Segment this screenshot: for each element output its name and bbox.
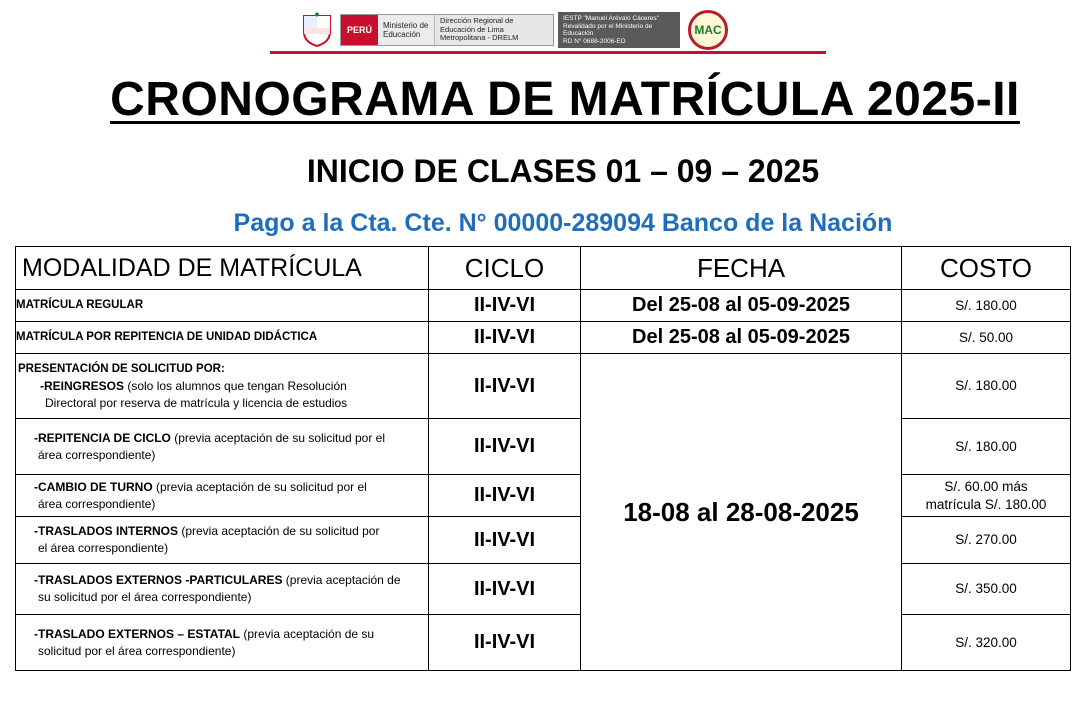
header-fecha: FECHA: [581, 247, 902, 290]
costo-cell: S/. 180.00: [902, 290, 1071, 322]
solicitud-desc: (previa aceptación de: [282, 573, 401, 587]
peru-coat-of-arms-icon: [300, 12, 334, 48]
iestp-line3: RD N° 0688-2006-ED: [563, 37, 626, 45]
costo-cell: S/. 320.00: [902, 615, 1071, 671]
ciclo-cell: II-IV-VI: [429, 290, 581, 322]
costo-cell: S/. 270.00: [902, 517, 1071, 564]
solicitud-desc-cont: Directoral por reserva de matrícula y licencia de estudios: [45, 395, 348, 410]
ministerio-label: Ministerio de Educación: [378, 15, 434, 45]
solicitud-desc: (previa aceptación de su solicitud por el: [170, 430, 386, 445]
costo-cell: S/. 180.00: [902, 419, 1071, 475]
solicitud-desc-cont: el área correspondiente): [38, 541, 169, 555]
ciclo-cell: II-IV-VI: [429, 322, 581, 354]
mac-seal-logo: [688, 10, 728, 50]
solicitud-desc: (previa aceptación de su solicitud por: [178, 524, 380, 538]
table-header-row: [16, 247, 1071, 290]
iestp-line2: Revalidado por el Ministerio de Educación: [563, 22, 653, 37]
schedule-table: [15, 246, 1071, 671]
costo-cell: S/. 50.00: [902, 322, 1071, 354]
ministry-logo: [340, 14, 554, 46]
table-row: [16, 419, 1071, 475]
fecha-cell: Del 25-08 al 05-09-2025: [581, 290, 902, 322]
table-row: [16, 322, 1071, 354]
payment-info: Pago a la Cta. Cte. N° 00000-289094 Banco de la Nación: [233, 209, 893, 237]
seal-text: MAC: [694, 23, 722, 37]
solicitud-label: -TRASLADOS INTERNOS: [34, 524, 178, 538]
page-title: CRONOGRAMA DE MATRÍCULA 2025-II: [110, 73, 1020, 126]
ciclo-cell: II-IV-VI: [429, 615, 581, 671]
solicitud-desc-cont: su solicitud por el área correspondiente): [38, 590, 252, 604]
table-row: [16, 564, 1071, 615]
solicitud-label: -TRASLADO EXTERNOS – ESTATAL: [34, 626, 241, 641]
header-divider: [270, 51, 826, 54]
iestp-name: IESTP "Manuel Arévalo Cáceres": [563, 15, 659, 22]
costo-line2: matrícula S/. 180.00: [925, 496, 1047, 512]
ciclo-cell: II-IV-VI: [429, 475, 581, 517]
fecha-solicitud-cell: 18-08 al 28-08-2025: [581, 354, 902, 671]
solicitud-label: -REPITENCIA DE CICLO: [34, 430, 171, 445]
costo-cell: S/. 350.00: [902, 564, 1071, 615]
header-ciclo: CICLO: [429, 247, 581, 290]
modalidad-cell: MATRÍCULA REGULAR: [16, 290, 429, 322]
table-row: [16, 615, 1071, 671]
dre-label: Dirección Regional de Educación de Lima Metropolitana - DRELM: [434, 15, 553, 45]
solicitud-desc-cont: área correspondiente): [38, 496, 156, 511]
modalidad-cell: [16, 615, 429, 671]
ciclo-cell: II-IV-VI: [429, 564, 581, 615]
header-modalidad: MODALIDAD DE MATRÍCULA: [16, 247, 429, 290]
peru-label: PERÚ: [341, 15, 378, 45]
solicitud-header: PRESENTACIÓN DE SOLICITUD POR:: [18, 362, 225, 375]
header-costo: COSTO: [902, 247, 1071, 290]
solicitud-label: -REINGRESOS: [40, 378, 125, 393]
ciclo-cell: II-IV-VI: [429, 354, 581, 419]
solicitud-desc-cont: área correspondiente): [38, 447, 156, 462]
modalidad-cell: [16, 517, 429, 564]
solicitud-label: -CAMBIO DE TURNO: [34, 479, 153, 494]
ciclo-cell: II-IV-VI: [429, 517, 581, 564]
table-row: [16, 354, 1071, 419]
table-row: [16, 475, 1071, 517]
ciclo-cell: II-IV-VI: [429, 419, 581, 475]
modalidad-cell: MATRÍCULA POR REPITENCIA DE UNIDAD DIDÁCTICA: [16, 322, 429, 354]
costo-cell: S/. 180.00: [902, 354, 1071, 419]
table-row: [16, 517, 1071, 564]
fecha-cell: Del 25-08 al 05-09-2025: [581, 322, 902, 354]
solicitud-desc: (solo los alumnos que tengan Resolución: [124, 378, 347, 393]
solicitud-label: -TRASLADOS EXTERNOS -PARTICULARES: [34, 573, 283, 587]
costo-line1: S/. 60.00 más: [944, 478, 1028, 494]
modalidad-cell: [16, 564, 429, 615]
modalidad-cell: [16, 354, 429, 419]
solicitud-desc: (previa aceptación de su: [240, 626, 375, 641]
costo-cell: [902, 475, 1071, 517]
logo-band: [300, 10, 770, 50]
solicitud-desc: (previa aceptación de su solicitud por el: [152, 479, 367, 494]
modalidad-cell: [16, 419, 429, 475]
solicitud-desc-cont: solicitud por el área correspondiente): [38, 643, 236, 658]
iestp-logo: [558, 12, 680, 48]
modalidad-cell: [16, 475, 429, 517]
page-subtitle: INICIO DE CLASES 01 – 09 – 2025: [306, 153, 820, 189]
table-row: [16, 290, 1071, 322]
